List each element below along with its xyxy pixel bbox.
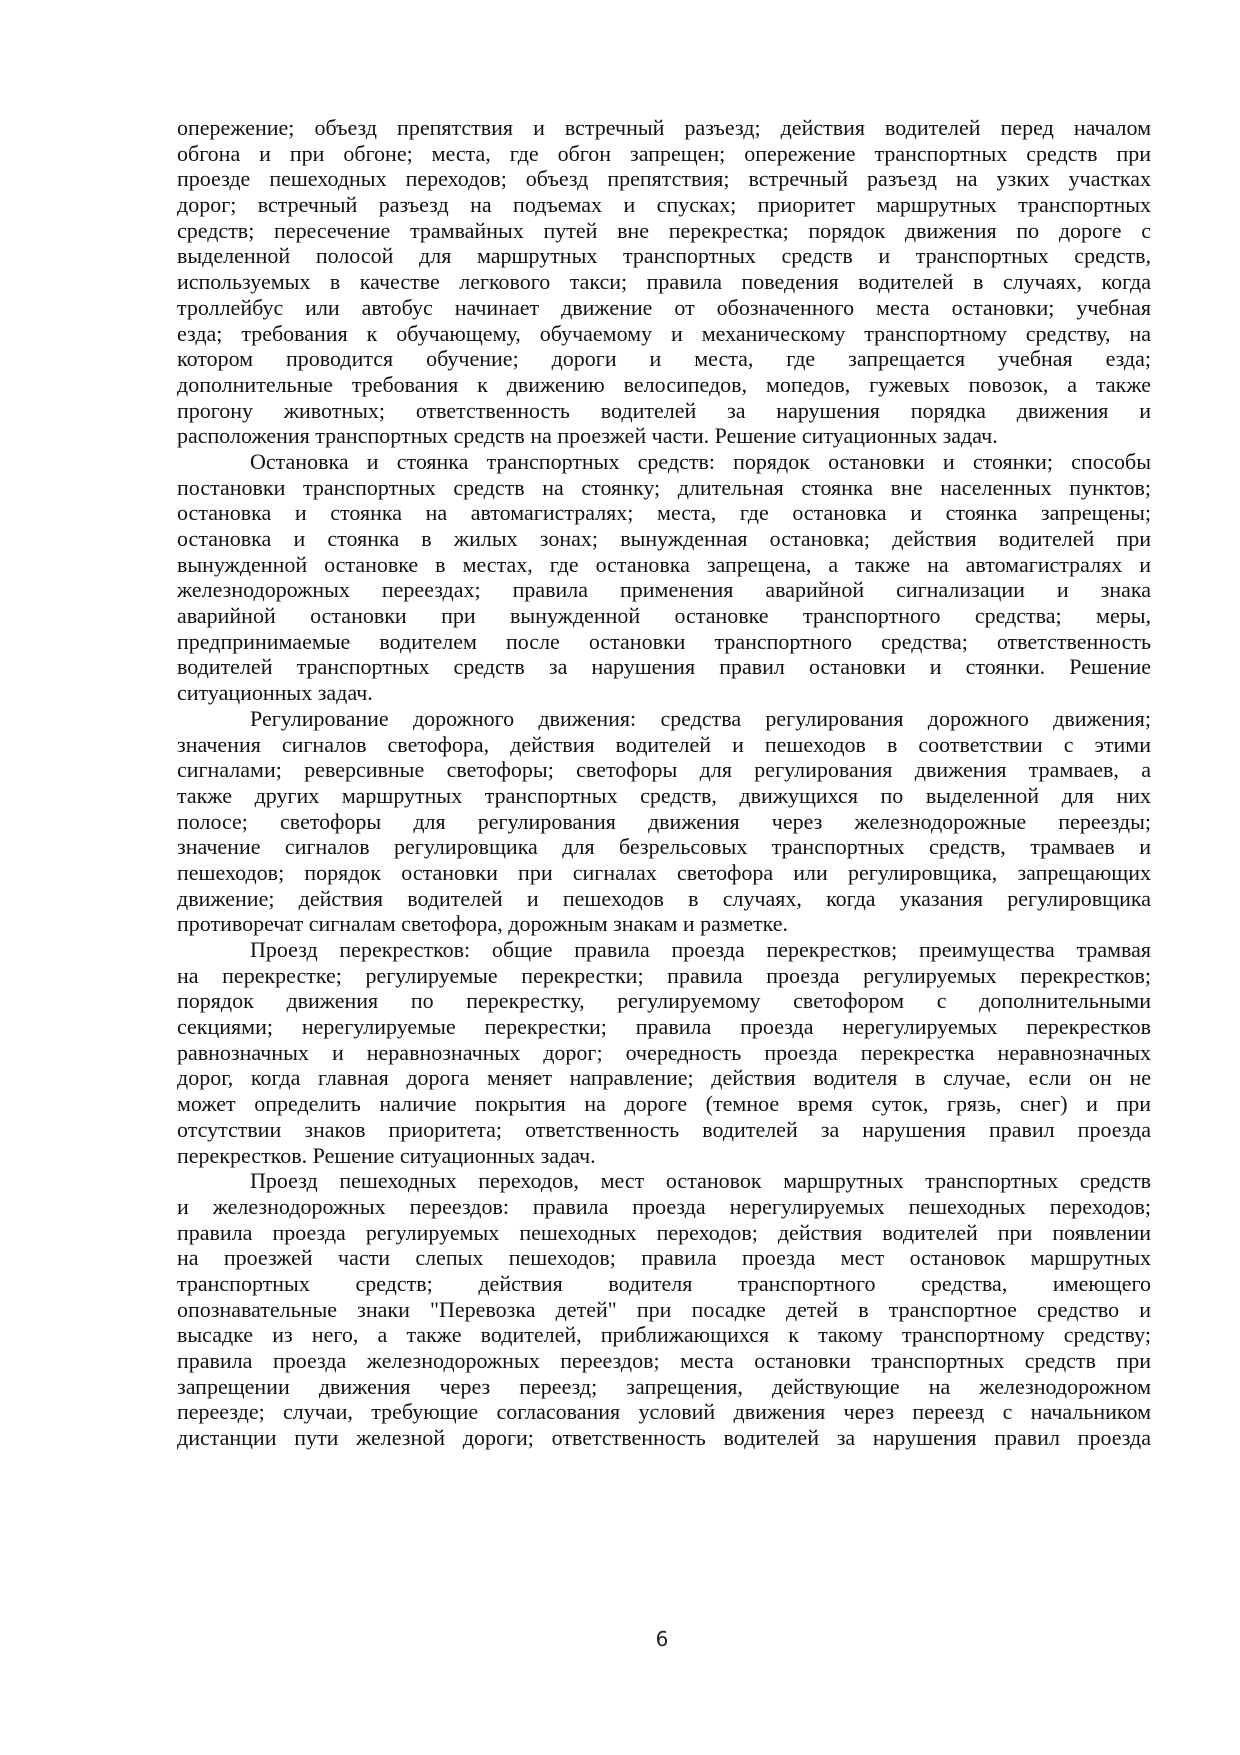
- text-line: также других маршрутных транспортных средств, движущихся по выделенной для них: [177, 782, 1151, 808]
- text-line: опережение; объезд препятствия и встречный разъезд; действия водителей перед началом: [177, 115, 1151, 140]
- text-line: транспортных средств; действия водителя транспортного средства, имеющего: [177, 1270, 1151, 1296]
- text-line: выделенной полосой для маршрутных транспортных средств и транспортных средств,: [177, 243, 1151, 269]
- text-line: полосе; светофоры для регулирования движения через железнодорожные переезды;: [177, 808, 1151, 834]
- text-line: переезде; случаи, требующие согласования условий движения через переезд с начальником: [177, 1399, 1151, 1425]
- page-number: 6: [655, 1627, 669, 1651]
- paragraph: [177, 115, 1151, 449]
- text-line: водителей транспортных средств за нарушения правил остановки и стоянки. Решение: [177, 654, 1151, 680]
- text-line: троллейбус или автобус начинает движение от обозначенного места остановки; учебная: [177, 294, 1151, 320]
- text-line: дорог; встречный разъезд на подъемах и спусках; приоритет маршрутных транспортных: [177, 192, 1151, 218]
- paragraph: [177, 706, 1151, 937]
- text-line: дорог, когда главная дорога меняет направление; действия водителя в случае, если он не: [177, 1065, 1151, 1091]
- text-line: предпринимаемые водителем после остановки транспортного средства; ответственность: [177, 628, 1151, 654]
- text-line: правила проезда железнодорожных переездов; места остановки транспортных средств при: [177, 1348, 1151, 1373]
- text-line: правила проезда регулируемых пешеходных переходов; действия водителей при появлении: [177, 1219, 1151, 1245]
- text-line: значение сигналов регулировщика для безрельсовых транспортных средств, трамваев и: [177, 834, 1151, 860]
- text-line: обгона и при обгоне; места, где обгон запрещен; опережение транспортных средств при: [177, 140, 1151, 166]
- text-line: используемых в качестве легкового такси; правила поведения водителей в случаях, когда: [177, 269, 1151, 295]
- text-line: остановка и стоянка на автомагистралях; места, где остановка и стоянка запрещены;: [177, 500, 1151, 526]
- text-line: постановки транспортных средств на стоянку; длительная стоянка вне населенных пунктов;: [177, 474, 1151, 500]
- text-line: расположения транспортных средств на проезжей части. Решение ситуационных задач.: [177, 423, 998, 449]
- text-line: секциями; нерегулируемые перекрестки; правила проезда нерегулируемых перекрестков: [177, 1014, 1151, 1040]
- text-line: железнодорожных переездах; правила применения аварийной сигнализации и знака: [177, 577, 1151, 603]
- text-line: ситуационных задач.: [177, 680, 373, 706]
- body-text: [177, 115, 1151, 1451]
- text-line: Проезд пешеходных переходов, мест остановок маршрутных транспортных средств: [250, 1168, 1151, 1194]
- text-line: пешеходов; порядок остановки при сигналах светофора или регулировщика, запрещающих: [177, 859, 1151, 885]
- paragraph: [177, 449, 1151, 706]
- text-line: средств; пересечение трамвайных путей вне перекрестка; порядок движения по дороге с: [177, 217, 1151, 243]
- text-line: дистанции пути железной дороги; ответственность водителей за нарушения правил проезда: [177, 1425, 1151, 1451]
- text-line: вынужденной остановке в местах, где остановка запрещена, а также на автомагистралях и: [177, 551, 1151, 577]
- text-line: значения сигналов светофора, действия водителей и пешеходов в соответствии с этими: [177, 731, 1151, 757]
- text-line: высадке из него, а также водителей, приближающихся к такому транспортному средству;: [177, 1322, 1151, 1348]
- text-line: перекрестков. Решение ситуационных задач.: [177, 1142, 596, 1168]
- text-line: на перекрестке; регулируемые перекрестки; правила проезда регулируемых перекрестков;: [177, 962, 1151, 988]
- text-line: Остановка и стоянка транспортных средств: порядок остановки и стоянки; способы: [250, 448, 1151, 474]
- text-line: движение; действия водителей и пешеходов в случаях, когда указания регулировщика: [177, 885, 1151, 911]
- text-line: равнозначных и неравнозначных дорог; очередность проезда перекрестка неравнозначных: [177, 1039, 1151, 1065]
- text-line: на проезжей части слепых пешеходов; правила проезда мест остановок маршрутных: [177, 1245, 1151, 1271]
- text-line: дополнительные требования к движению велосипедов, мопедов, гужевых повозок, а также: [177, 371, 1151, 397]
- text-line: может определить наличие покрытия на дороге (темное время суток, грязь, снег) и при: [177, 1091, 1151, 1117]
- text-line: противоречат сигналам светофора, дорожным знакам и разметке.: [177, 911, 789, 937]
- text-line: запрещении движения через переезд; запрещения, действующие на железнодорожном: [177, 1373, 1151, 1399]
- text-line: сигналами; реверсивные светофоры; светофоры для регулирования движения трамваев, а: [177, 757, 1151, 783]
- paragraph: [177, 1168, 1151, 1451]
- text-line: Регулирование дорожного движения: средства регулирования дорожного движения;: [250, 705, 1151, 731]
- paragraph: [177, 937, 1151, 1168]
- text-line: опознавательные знаки "Перевозка детей" при посадке детей в транспортное средство и: [177, 1296, 1151, 1322]
- text-line: и железнодорожных переездов: правила проезда нерегулируемых пешеходных переходов;: [177, 1193, 1151, 1219]
- text-line: езда; требования к обучающему, обучаемому и механическому транспортному средству, на: [177, 320, 1151, 346]
- text-line: прогону животных; ответственность водителей за нарушения порядка движения и: [177, 397, 1151, 423]
- text-line: проезде пешеходных переходов; объезд препятствия; встречный разъезд на узких участках: [177, 166, 1151, 192]
- text-line: порядок движения по перекрестку, регулируемому светофором с дополнительными: [177, 988, 1151, 1014]
- text-line: Проезд перекрестков: общие правила проезда перекрестков; преимущества трамвая: [250, 937, 1151, 962]
- text-line: остановка и стоянка в жилых зонах; вынужденная остановка; действия водителей при: [177, 526, 1151, 551]
- text-line: аварийной остановки при вынужденной остановке транспортного средства; меры,: [177, 603, 1151, 629]
- text-line: котором проводится обучение; дороги и места, где запрещается учебная езда;: [177, 346, 1151, 372]
- text-line: отсутствии знаков приоритета; ответственность водителей за нарушения правил проезда: [177, 1116, 1151, 1142]
